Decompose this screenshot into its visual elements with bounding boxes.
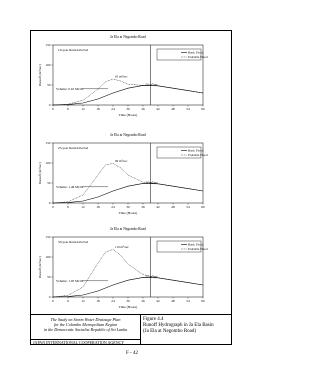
x-tick-label: 42 (156, 205, 160, 209)
study-title (31, 315, 141, 339)
x-tick-label: 36 (141, 299, 145, 303)
x-tick-label: 18 (96, 205, 100, 209)
x-tick-label: 30 (126, 299, 130, 303)
volume-label: Volume: 1.95 MCM (56, 279, 84, 283)
x-tick-label: 0 (52, 205, 54, 209)
x-tick-label: 24 (111, 299, 115, 303)
x-tick-label: 6 (67, 299, 69, 303)
figure-subtitle: (Ja Ela at Negombo Road) (143, 329, 197, 334)
y-axis-label: Runoff (m³/sec) (38, 256, 42, 278)
legend-label: Basic Flood (188, 50, 204, 55)
hydrograph-svg (31, 223, 233, 315)
x-tick-label: 36 (141, 107, 145, 111)
hydrograph-svg (31, 129, 233, 221)
x-tick-label: 18 (96, 107, 100, 111)
study-title-line: in the Democratic Socialist Republic of Sri Lanka (43, 327, 128, 333)
x-tick-label: 48 (171, 205, 175, 209)
x-tick-label: 60 (201, 107, 205, 111)
legend-label: Probable Flood (188, 55, 208, 60)
return-period-label: 25-year Return Period (58, 146, 89, 150)
hydrograph-chart-25-year (31, 129, 233, 221)
figure-frame (30, 30, 232, 345)
basic-flow-label: 50 m³/sec (145, 82, 158, 87)
chart-title: Ja Ela at Negombo Road (110, 227, 146, 231)
x-tick-label: 60 (201, 205, 205, 209)
y-tick-label: 50 (47, 275, 51, 280)
y-axis-label: Runoff (m³/sec) (38, 162, 42, 184)
legend-label: Probable Flood (188, 247, 208, 252)
y-tick-label: 0 (48, 295, 51, 300)
x-tick-label: 12 (81, 107, 85, 111)
figure-title: Runoff Hydrograph in Ja Ela Basin (143, 323, 214, 328)
y-tick-label: 100 (45, 255, 51, 260)
legend-label: Basic Flood (188, 148, 204, 153)
y-axis-label: Runoff (m³/sec) (38, 64, 42, 86)
x-tick-label: 54 (186, 205, 190, 209)
x-tick-label: 36 (141, 205, 145, 209)
x-axis-label: Time (Hours) (118, 305, 138, 309)
x-tick-label: 54 (186, 299, 190, 303)
y-tick-label: 0 (48, 103, 51, 108)
x-tick-label: 30 (126, 205, 130, 209)
basic-flow-label: 50 m³/sec (145, 180, 158, 185)
y-tick-label: 100 (45, 63, 51, 68)
x-tick-label: 6 (67, 205, 69, 209)
figure-caption (143, 317, 231, 335)
x-tick-label: 24 (111, 205, 115, 209)
title-block (30, 314, 232, 345)
return-period-label: 50-year Return Period (58, 240, 89, 244)
x-tick-label: 24 (111, 107, 115, 111)
chart-title: Ja Ela at Negombo Road (110, 133, 146, 137)
x-tick-label: 54 (186, 107, 190, 111)
x-axis-label: Time (Hours) (118, 113, 138, 117)
x-tick-label: 30 (126, 107, 130, 111)
probable-flood-line (53, 79, 203, 105)
peak-flow-label: 99 m³/sec (115, 158, 128, 163)
volume-label: Volume: 1.49 MCM (56, 185, 84, 189)
x-tick-label: 48 (171, 299, 175, 303)
x-tick-label: 18 (96, 299, 100, 303)
x-tick-label: 12 (81, 299, 85, 303)
x-tick-label: 12 (81, 205, 85, 209)
y-tick-label: 100 (45, 161, 51, 166)
hydrograph-chart-10-year (31, 31, 233, 123)
hydrograph-chart-50-year (31, 223, 233, 315)
legend-label: Basic Flood (188, 242, 204, 247)
legend-label: Probable Flood (188, 153, 208, 158)
y-tick-label: 150 (45, 235, 51, 240)
return-period-label: 10-year Return Period (58, 48, 89, 52)
peak-flow-label: 65 m³/sec (115, 74, 128, 79)
x-tick-label: 42 (156, 107, 160, 111)
x-tick-label: 48 (171, 107, 175, 111)
basic-flow-label: 50 m³/sec (145, 274, 158, 279)
volume-label: Volume: 0.91 MCM (56, 87, 84, 91)
hydrograph-svg (31, 31, 233, 123)
figure-number: Figure 4.4 (143, 317, 164, 322)
y-tick-label: 150 (45, 141, 51, 146)
agency-name: JAPAN INTERNATIONAL COOPERATION AGENCY (31, 339, 141, 345)
x-axis-label: Time (Hours) (118, 211, 138, 215)
study-title-line: for the Colombo Metropolitan Region (53, 321, 118, 327)
y-tick-label: 50 (47, 181, 51, 186)
y-tick-label: 0 (48, 201, 51, 206)
y-tick-label: 50 (47, 83, 51, 88)
peak-flow-label: 119 m³/sec (115, 244, 129, 249)
probable-flood-line (53, 163, 203, 203)
y-tick-label: 150 (45, 43, 51, 48)
page-number: F - 42 (126, 351, 138, 356)
x-tick-label: 42 (156, 299, 160, 303)
x-tick-label: 0 (52, 107, 54, 111)
probable-flood-line (53, 249, 203, 297)
x-tick-label: 6 (67, 107, 69, 111)
x-tick-label: 60 (201, 299, 205, 303)
study-title-line: The Study on Storm Water Drainage Plan (50, 316, 121, 322)
chart-title: Ja Ela at Negombo Road (110, 35, 146, 39)
x-tick-label: 0 (52, 299, 54, 303)
